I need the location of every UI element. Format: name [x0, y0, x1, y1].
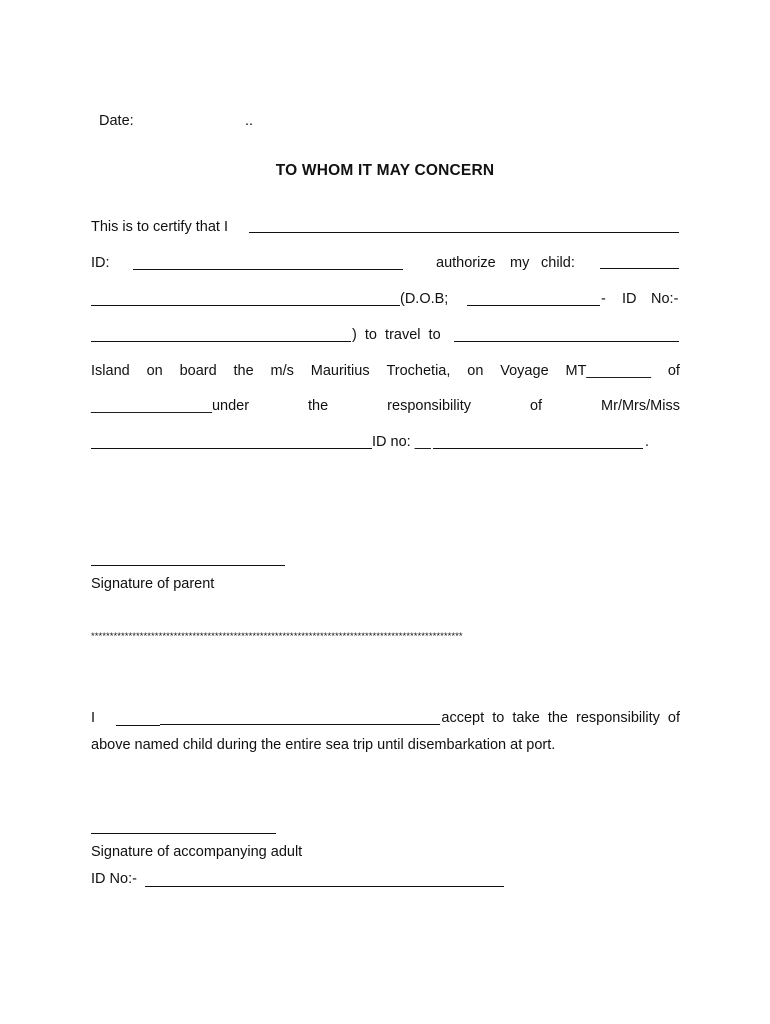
word: on	[146, 363, 163, 379]
child-name-field-start[interactable]	[600, 268, 679, 269]
accept-text-line2: above named child during the entire sea trip until disembarkation at port.	[91, 737, 556, 753]
dob-field[interactable]	[467, 305, 600, 306]
parent-signature-line[interactable]	[91, 565, 285, 566]
signature-parent-label: Signature of parent	[91, 576, 215, 592]
adult-id-no-label: ID No:-	[91, 871, 137, 887]
child-id-word: ID	[622, 291, 637, 307]
word: Voyage	[500, 363, 549, 379]
adult-name-field[interactable]	[91, 448, 372, 449]
ship-name-word: Mauritius	[310, 363, 370, 379]
title-options: Mr/Mrs/Miss	[601, 398, 680, 414]
word: of	[529, 398, 543, 414]
word: on	[467, 363, 484, 379]
word: of	[667, 363, 680, 379]
authorize-word: authorize	[436, 255, 496, 271]
adult-id-label: ID no: __	[372, 434, 431, 450]
period: .	[645, 434, 650, 450]
child-id-field[interactable]	[91, 341, 351, 342]
date-label: Date:	[99, 113, 134, 129]
voyage-number-field[interactable]: MT________	[565, 363, 651, 379]
voyage-line	[91, 362, 680, 380]
parent-id-field[interactable]	[133, 269, 403, 270]
child-no-word: No:-	[651, 291, 679, 307]
dash: -	[601, 291, 606, 307]
adult-id-no-field[interactable]	[145, 886, 504, 887]
my-word: my	[510, 255, 530, 271]
accept-pronoun: I	[91, 710, 96, 726]
responsibility-line	[91, 397, 680, 415]
word: the	[233, 363, 254, 379]
separator-stars: ***************************************************************************************************	[91, 631, 463, 642]
accompanying-adult-name-field[interactable]	[160, 724, 440, 725]
child-word: child:	[541, 255, 575, 271]
date-field-under[interactable]: _______________under	[91, 398, 250, 414]
document-title: TO WHOM IT MAY CONCERN	[275, 162, 495, 179]
certify-text: This is to certify that I	[91, 219, 228, 235]
date-dots: ..	[245, 113, 254, 129]
word: board	[179, 363, 217, 379]
adult-id-field[interactable]	[433, 448, 643, 449]
dob-label: (D.O.B;	[400, 291, 449, 307]
signature-adult-label: Signature of accompanying adult	[91, 844, 303, 860]
word: the	[308, 398, 329, 414]
accept-text: accept to take the responsibility of	[441, 710, 680, 726]
travel-text: ) to travel to	[352, 327, 441, 343]
parent-name-field[interactable]	[249, 232, 679, 233]
word: m/s	[270, 363, 294, 379]
word: Island	[91, 363, 130, 379]
accompanying-adult-name-field-a[interactable]	[116, 725, 160, 726]
child-name-field[interactable]	[91, 305, 400, 306]
id-label: ID:	[91, 255, 110, 271]
ship-name-word: Trochetia,	[386, 363, 451, 379]
adult-signature-line[interactable]	[91, 833, 276, 834]
destination-field[interactable]	[454, 341, 679, 342]
word: responsibility	[387, 398, 471, 414]
